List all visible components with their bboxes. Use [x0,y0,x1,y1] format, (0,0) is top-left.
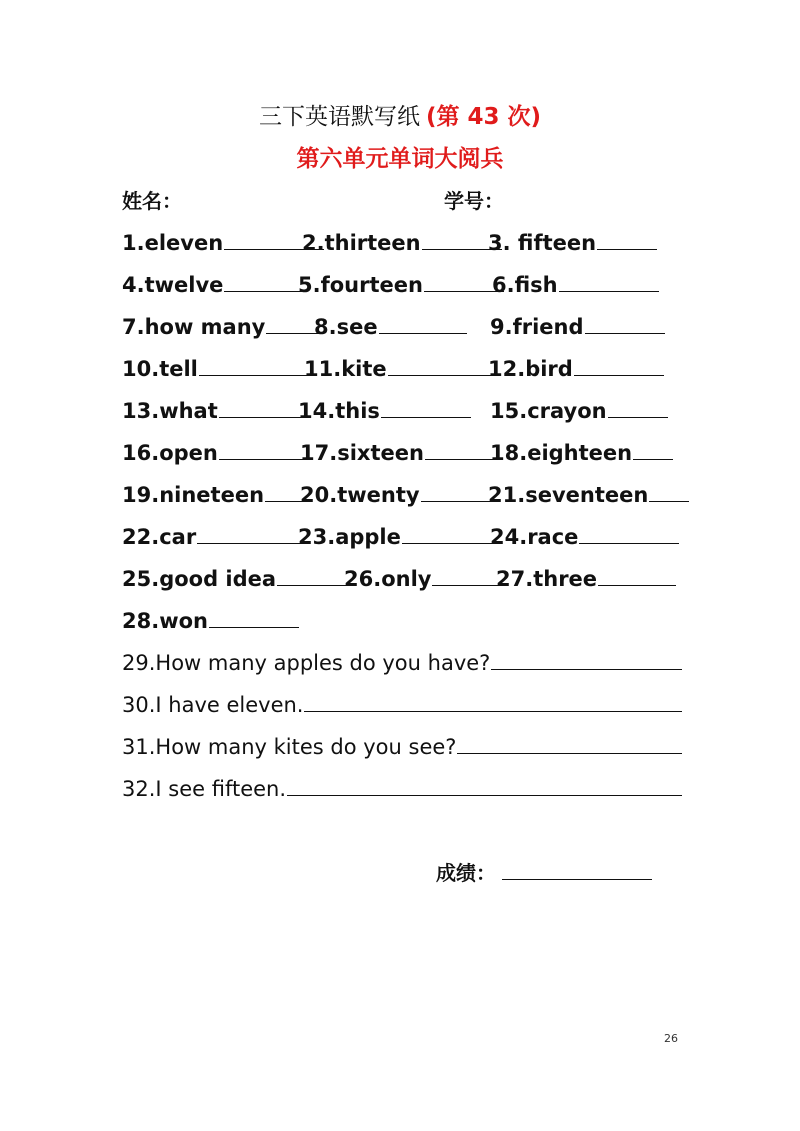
word-row [122,267,682,309]
vocab-item [298,267,504,303]
answer-blank[interactable] [199,353,307,376]
vocab-word: 3. fifteen [488,231,597,255]
vocab-word: 10.tell [122,357,198,381]
vocab-word: 25.good idea [122,567,277,591]
vocab-word: 28.won [122,609,208,633]
vocab-word: 16.open [122,441,218,465]
score-blank[interactable] [502,857,652,880]
vocab-word: 7.how many [122,315,266,339]
word-row [122,351,682,393]
vocab-item [304,351,498,387]
vocab-item [298,393,471,429]
answer-blank[interactable] [209,605,299,628]
sentence-text: 31.How many kites do you see? [122,735,457,759]
sentence-item [122,729,682,771]
sentence-item [122,771,682,813]
answer-blank[interactable] [457,731,682,754]
score-field [436,856,652,890]
vocab-word: 27.three [496,567,598,591]
answer-blank[interactable] [388,353,498,376]
word-row [122,477,682,519]
answer-blank[interactable] [219,395,309,418]
answer-blank[interactable] [224,269,304,292]
vocab-word: 8.see [314,315,378,339]
vocab-word: 15.crayon [490,399,607,423]
vocab-item [122,477,303,513]
vocab-item [122,309,324,345]
vocab-word: 13.what [122,399,218,423]
vocab-word: 17.sixteen [300,441,424,465]
vocab-word: 5.fourteen [298,273,423,297]
answer-blank[interactable] [379,311,467,334]
word-row [122,603,682,645]
answer-blank[interactable] [597,227,657,250]
answer-blank[interactable] [559,269,659,292]
vocab-word: 26.only [344,567,432,591]
answer-blank[interactable] [197,521,305,544]
vocab-word: 18.eighteen [490,441,633,465]
sentence-list [122,645,682,813]
vocab-item [490,519,679,555]
vocab-item [122,393,309,429]
answer-blank[interactable] [633,437,673,460]
answer-blank[interactable] [421,479,499,502]
answer-blank[interactable] [381,395,471,418]
vocab-item [492,267,659,303]
word-row [122,393,682,435]
vocab-item [490,435,673,471]
vocab-item [302,225,502,261]
sentence-text: 30.I have eleven. [122,693,304,717]
sentence-text: 29.How many apples do you have? [122,651,491,675]
answer-blank[interactable] [304,689,682,712]
vocab-word: 19.nineteen [122,483,265,507]
vocab-word: 2.thirteen [302,231,421,255]
sentence-item [122,687,682,729]
word-row [122,561,682,603]
vocab-item [496,561,676,597]
vocab-item [122,561,355,597]
word-row [122,309,682,351]
vocab-item [122,267,304,303]
answer-blank[interactable] [598,563,676,586]
vocab-item [122,435,307,471]
title-session-number: (第 43 次) [425,104,542,130]
answer-blank[interactable] [649,479,689,502]
vocab-item [344,561,502,597]
answer-blank[interactable] [402,521,492,544]
vocab-word: 23.apple [298,525,401,549]
answer-blank[interactable] [265,479,303,502]
vocab-item [488,225,657,261]
page-number: 26 [664,1032,678,1045]
vocab-item [314,309,467,345]
worksheet-subtitle: 第六单元单词大阅兵 [296,146,504,172]
student-id-label: 学号： [444,189,504,213]
vocab-word: 1.eleven [122,231,224,255]
vocab-word: 24.race [490,525,579,549]
score-label: 成绩： [436,861,496,885]
vocab-word: 11.kite [304,357,387,381]
vocab-item [300,435,503,471]
worksheet-title [0,101,800,133]
vocab-word: 22.car [122,525,197,549]
vocab-item [300,477,499,513]
answer-blank[interactable] [579,521,679,544]
vocab-item [490,309,665,345]
word-row [122,519,682,561]
vocab-word: 21.seventeen [488,483,649,507]
word-row [122,225,682,267]
vocab-item [122,225,324,261]
vocab-item [488,351,664,387]
vocabulary-list [122,225,682,645]
vocab-item [298,519,492,555]
answer-blank[interactable] [491,647,682,670]
word-row [122,435,682,477]
vocab-item [122,519,305,555]
vocab-item [122,351,307,387]
answer-blank[interactable] [219,437,307,460]
vocab-word: 12.bird [488,357,573,381]
name-label: 姓名： [122,189,182,213]
vocab-word: 6.fish [492,273,558,297]
sentence-item [122,645,682,687]
answer-blank[interactable] [432,563,502,586]
vocab-word: 14.this [298,399,380,423]
vocab-item [488,477,689,513]
vocab-word: 4.twelve [122,273,224,297]
answer-blank[interactable] [287,773,682,796]
vocab-item [490,393,668,429]
vocab-item [122,603,299,639]
sentence-text: 32.I see fifteen. [122,777,287,801]
title-text: 三下英语默写纸 [258,104,420,130]
vocab-word: 9.friend [490,315,584,339]
answer-blank[interactable] [608,395,668,418]
answer-blank[interactable] [585,311,665,334]
vocab-word: 20.twenty [300,483,420,507]
answer-blank[interactable] [574,353,664,376]
